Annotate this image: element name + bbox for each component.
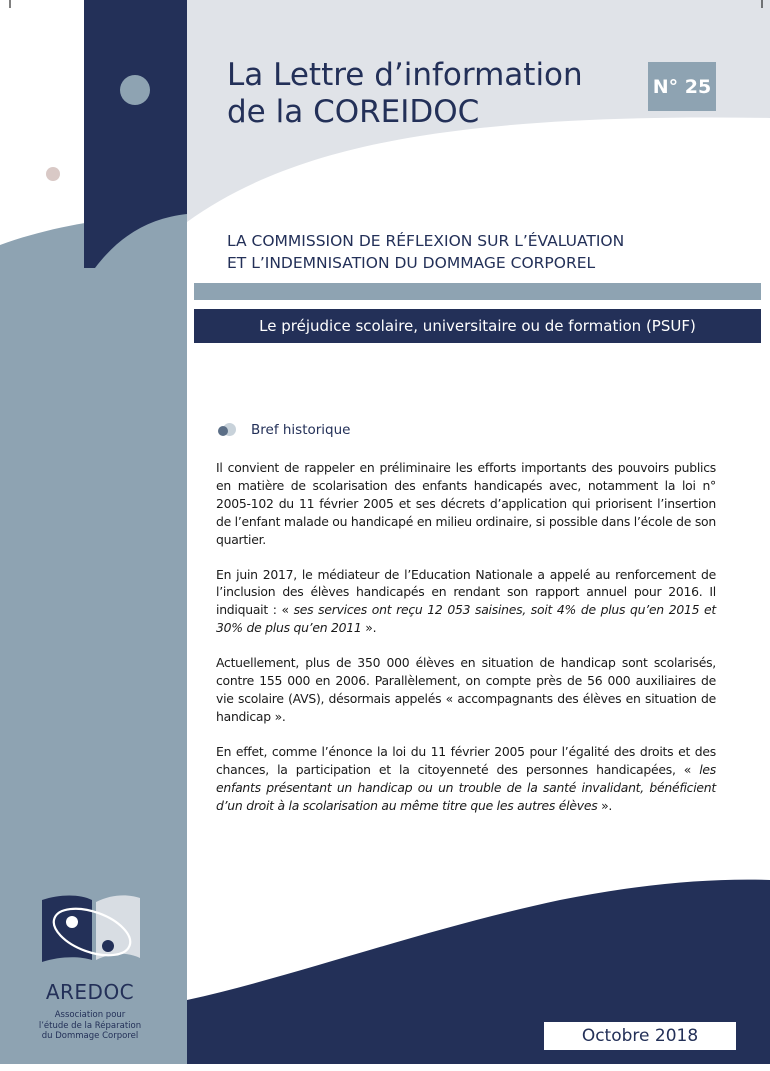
section-heading <box>217 420 351 440</box>
org-description <box>10 1010 170 1042</box>
paragraph-3: Actuellement, plus de 350 000 élèves en situation de handicap sont scolarisés, contre 155 000 en 2006. Parallèlement, on compte près de 56 000 auxiliaires de vie scolaire (AVS), désormais appelés « accompagnants des élèves en situation de handicap ». <box>216 655 716 724</box>
topic-banner: Le préjudice scolaire, universitaire ou de formation (PSUF) <box>194 309 761 343</box>
title-line-2: de la COREIDOC <box>227 94 480 130</box>
article-body <box>216 459 716 831</box>
paragraph-2 <box>216 566 716 638</box>
paragraph-2-text-a: En juin 2017, le médiateur de l’Education Nationale a appelé au renforcement de l’inclusion des élèves handicapés en rendant son rapport annuel pour 2016. Il indiquait : « <box>216 566 716 618</box>
paragraph-1: Il convient de rappeler en préliminaire les efforts importants des pouvoirs publics en matière de scolarisation des enfants handicapés avec, notamment la loi n° 2005-102 du 11 février 2005 et ses décrets d’application qui priorisent l’insertion de l’enfant malade ou handicapé en milieu ordinaire, si possible dans l’école de son quartier. <box>216 460 716 547</box>
paragraph-4-text-b: ». <box>597 797 613 813</box>
double-dot-icon <box>217 423 241 437</box>
org-name: AREDOC <box>45 980 135 1004</box>
issue-date: Octobre 2018 <box>544 1022 736 1050</box>
newsletter-title <box>227 57 627 131</box>
commission-subtitle <box>227 230 747 274</box>
section-heading-text: Bref historique <box>251 422 351 438</box>
subtitle-line-2: ET L’INDEMNISATION DU DOMMAGE CORPOREL <box>227 254 596 272</box>
paragraph-4-text-a: En effet, comme l’énonce la loi du 11 février 2005 pour l’égalité des droits et des chances, la participation et la citoyenneté des personnes handicapées, « <box>216 743 716 777</box>
divider-stripe <box>194 283 761 300</box>
small-dot-icon <box>46 167 60 181</box>
paragraph-2-quote: ses services ont reçu 12 053 saisines, soit 4% de plus qu’en 2015 et 30% de plus qu’en 2011 <box>216 602 716 636</box>
large-dot-icon <box>120 75 150 105</box>
issue-number-badge: N° 25 <box>648 62 716 111</box>
subtitle-line-1: LA COMMISSION DE RÉFLEXION SUR L’ÉVALUATION <box>227 232 625 250</box>
paragraph-2-text-b: ». <box>361 620 377 636</box>
org-line-3: du Dommage Corporel <box>41 1031 139 1041</box>
paragraph-4 <box>216 743 716 815</box>
paragraph-4-quote: les enfants présentant un handicap ou un trouble de la santé invalidant, bénéficient d’un droit à la scolarisation au même titre que les autres élèves <box>216 761 716 813</box>
org-line-1: Association pour <box>54 1010 126 1020</box>
title-line-1: La Lettre d’information <box>227 57 583 93</box>
org-line-2: l’étude de la Réparation <box>38 1020 142 1031</box>
